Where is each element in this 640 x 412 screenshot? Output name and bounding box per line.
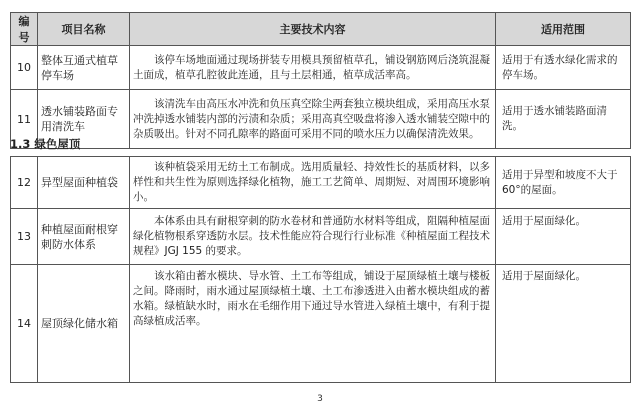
row-number: 10 xyxy=(11,46,38,90)
row-tech-content: 该种植袋采用无纺土工布制成。选用质量轻、持效性长的基质材料，以多样性和共生性为原则选择绿化植物，施工工艺简单、周期短、对周围环境影响小。 xyxy=(130,157,496,209)
table-header-row xyxy=(11,13,631,46)
row-number: 14 xyxy=(11,265,38,383)
row-project-name: 整体互通式植草停车场 xyxy=(38,46,130,90)
table-row xyxy=(11,46,631,90)
row-number: 12 xyxy=(11,157,38,209)
row-tech-content: 该清洗车由高压水冲洗和负压真空除尘两套独立模块组成，采用高压水泵冲洗掉透水铺装内部的污渍和杂质；采用高真空吸盘将渗入透水铺装空隙中的杂质吸出。针对不同孔隙率的路面可采用不同的喷水压力以确保清洗效果。 xyxy=(130,90,496,149)
tech-table-bottom xyxy=(10,156,631,383)
row-project-name: 屋顶绿化储水箱 xyxy=(38,265,130,383)
row-number: 13 xyxy=(11,209,38,265)
table-row xyxy=(11,90,631,149)
header-scope: 适用范围 xyxy=(496,13,631,46)
table-row xyxy=(11,209,631,265)
row-project-name: 透水铺装路面专用清洗车 xyxy=(38,90,130,149)
section-title: 1.3 绿色屋顶 xyxy=(10,137,81,151)
table-row xyxy=(11,157,631,209)
row-scope: 适用于屋面绿化。 xyxy=(496,265,631,383)
row-tech-content: 该停车场地面通过现场拼装专用模具预留植草孔，铺设钢筋网后浇筑混凝土面成，植草孔腔彼此连通，且与土层相通，植草成活率高。 xyxy=(130,46,496,90)
page-number: 3 xyxy=(317,394,323,404)
row-tech-content: 本体系由具有耐根穿刺的防水卷材和普通防水材料等组成，阻隔种植屋面绿化植物根系穿透防水层。技术性能应符合现行行业标准《种植屋面工程技术规程》JGJ 155 的要求。 xyxy=(130,209,496,265)
row-project-name: 异型屋面种植袋 xyxy=(38,157,130,209)
row-number: 11 xyxy=(11,90,38,149)
row-scope: 适用于有透水绿化需求的停车场。 xyxy=(496,46,631,90)
row-scope: 适用于异型和坡度不大于60°的屋面。 xyxy=(496,157,631,209)
table-row xyxy=(11,265,631,383)
row-tech-content: 该水箱由蓄水模块、导水管、土工布等组成，铺设于屋顶绿植土壤与楼板之间。降雨时，雨水通过屋顶绿植土壤、土工布渗透进入由蓄水模块组成的蓄水箱。绿植缺水时，雨水在毛细作用下通过导水管进入绿植土壤中，有利于提高绿植成活率。 xyxy=(130,265,496,383)
row-project-name: 种植屋面耐根穿刺防水体系 xyxy=(38,209,130,265)
header-project-name: 项目名称 xyxy=(38,13,130,46)
tech-table-top xyxy=(10,12,631,149)
header-number: 编号 xyxy=(11,13,38,46)
row-scope: 适用于透水铺装路面清洗。 xyxy=(496,90,631,149)
row-scope: 适用于屋面绿化。 xyxy=(496,209,631,265)
header-main-tech: 主要技术内容 xyxy=(130,13,496,46)
